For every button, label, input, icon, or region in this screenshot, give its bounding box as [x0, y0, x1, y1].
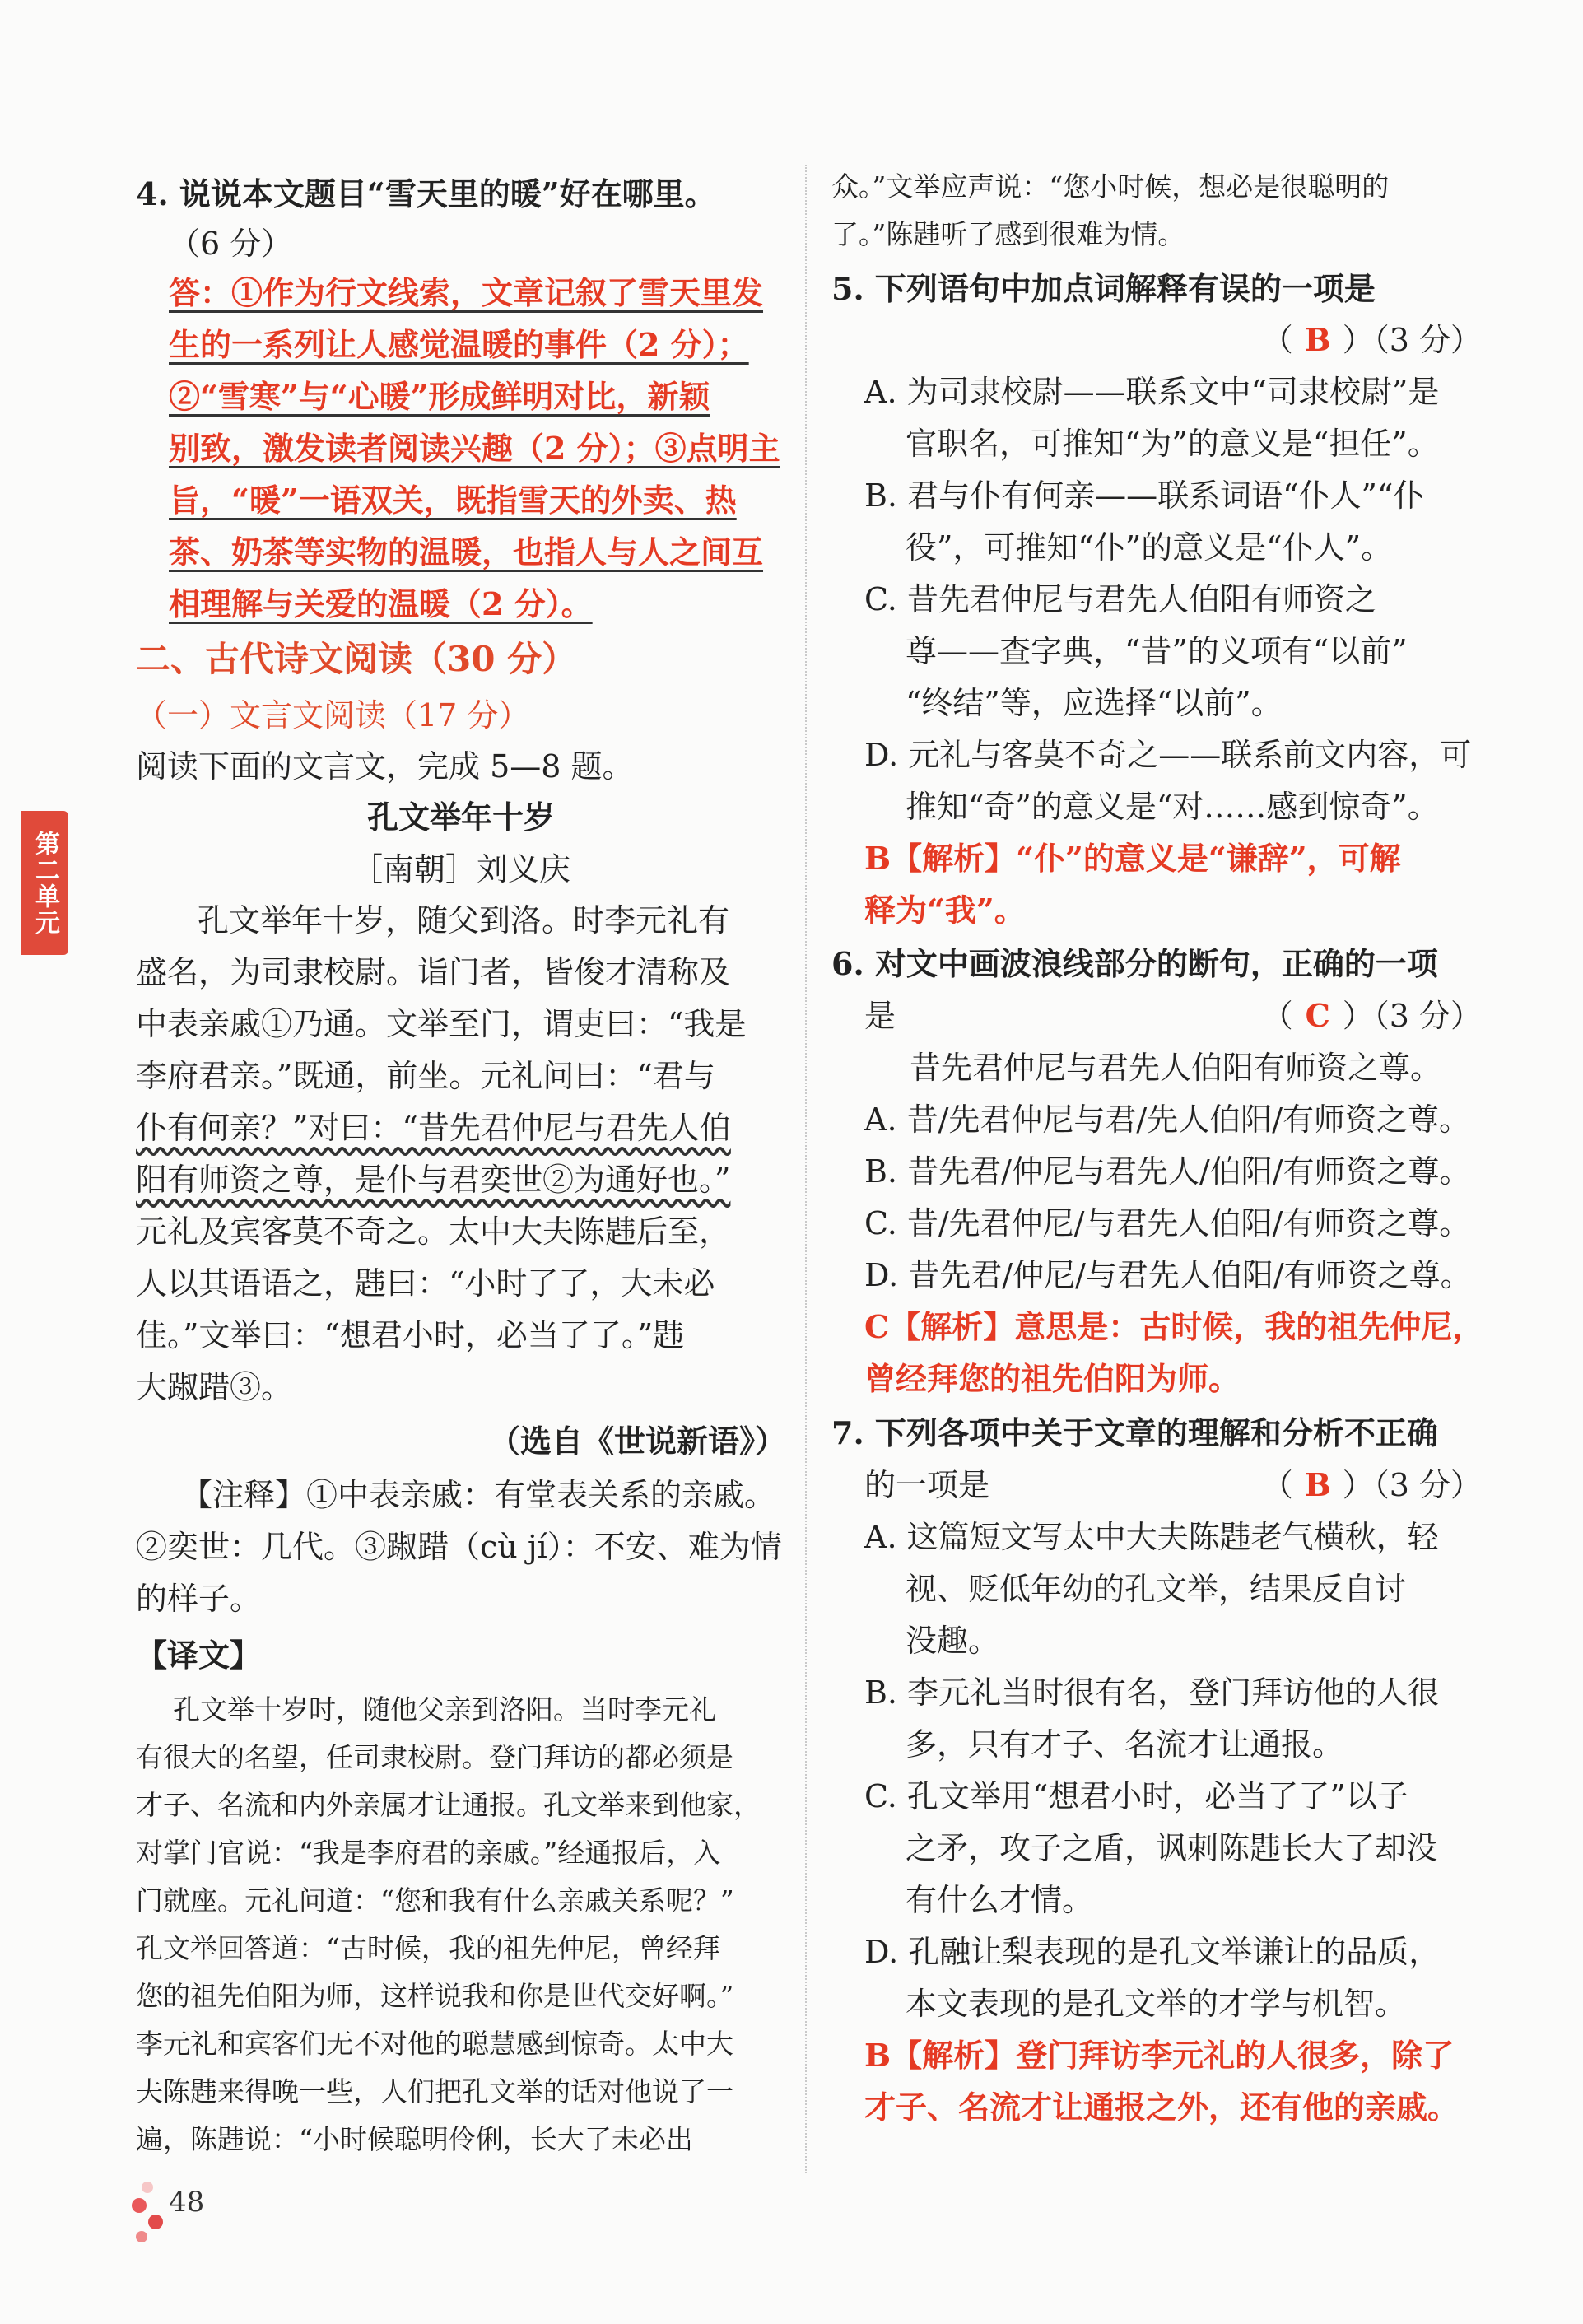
- q4-answer-line: 答：①作为行文线索，文章记叙了雪天里发: [169, 274, 764, 311]
- article-line: 元礼及宾客莫不奇之。太中大夫陈韪后至，: [136, 1213, 731, 1250]
- q7-stem-cont: 的一项是: [864, 1467, 990, 1503]
- q4-answer-line: 生的一系列让人感觉温暖的事件（2 分）；: [169, 326, 749, 363]
- q6-analysis-cont: 曾经拜您的祖先伯阳为师。: [864, 1360, 1241, 1397]
- q5-option-c-cont: “终结”等，应选择“以前”。: [906, 685, 1283, 721]
- q5-score: ）（3 分）: [1342, 322, 1482, 358]
- q6-analysis: C【解析】意思是：古时候，我的祖先仲尼，: [864, 1308, 1484, 1345]
- q6-stem-cont: 是: [864, 998, 896, 1034]
- q6-option-d: D. 昔先君/仲尼/与君先人伯阳/有师资之尊。: [864, 1257, 1472, 1293]
- bracket-open: （: [1261, 322, 1293, 358]
- translation-line: 夫陈韪来得晚一些，人们把孔文举的话对他说了一: [136, 2075, 733, 2107]
- q7-option-b-cont: 多，只有才子、名流才让通报。: [906, 1726, 1344, 1763]
- q4-answer-line: ②“雪寒”与“心暖”形成鲜明对比，新颖: [169, 378, 710, 415]
- q7-answer: B: [1304, 1466, 1331, 1503]
- article-title: 孔文举年十岁: [366, 799, 555, 836]
- notes-line: 【注释】①中表亲戚：有堂表关系的亲戚。: [181, 1477, 776, 1513]
- q6-score: ）（3 分）: [1342, 998, 1482, 1034]
- q6-option-b: B. 昔先君/仲尼与君先人/伯阳/有师资之尊。: [864, 1153, 1471, 1190]
- translation-line: 对掌门官说：“我是李府君的亲戚。”经通报后，入: [136, 1837, 721, 1869]
- q5-option-b-cont: 役”，可推知“仆”的意义是“仆人”。: [906, 529, 1393, 566]
- q5-answer: B: [1304, 321, 1331, 358]
- unit-side-tab: 第二单元: [21, 811, 68, 955]
- q7-option-d-cont: 本文表现的是孔文举的才学与机智。: [906, 1986, 1407, 2022]
- q6-option-a: A. 昔/先君仲尼与君/先人伯阳/有师资之尊。: [864, 1101, 1471, 1138]
- q7-option-d: D. 孔融让梨表现的是孔文举谦让的品质，: [864, 1934, 1441, 1970]
- q7-answer-bracket: [1262, 1464, 1482, 1507]
- q7-stem: 7. 下列各项中关于文章的理解和分析不正确: [831, 1414, 1438, 1451]
- q7-option-c-cont: 有什么才情。: [906, 1882, 1094, 1918]
- translation-line: 孔文举十岁时，随他父亲到洛阳。当时李元礼: [173, 1693, 716, 1726]
- section-subtitle: （一）文言文阅读（17 分）: [136, 697, 530, 734]
- translation-line: 李元礼和宾客们无不对他的聪慧感到惊奇。太中大: [136, 2028, 733, 2060]
- q7-score: ）（3 分）: [1342, 1467, 1482, 1503]
- column-divider: [805, 165, 807, 2173]
- article-source: （选自《世说新语》）: [488, 1423, 786, 1460]
- translation-line: 才子、名流和内外亲属才让通报。孔文举来到他家，: [136, 1789, 761, 1821]
- translation-line: 了。”陈韪听了感到很难为情。: [831, 218, 1185, 250]
- q7-analysis: B【解析】登门拜访李元礼的人很多，除了: [864, 2037, 1455, 2074]
- q7-option-c-cont: 之矛，攻子之盾，讽刺陈韪长大了却没: [906, 1830, 1438, 1866]
- bracket-open: （: [1261, 1467, 1293, 1503]
- article-line: 中表亲戚①乃通。文举至门，谓吏曰：“我是: [136, 1006, 747, 1042]
- q5-option-a-cont: 官职名，可推知“为”的意义是“担任”。: [906, 426, 1439, 462]
- article-line: 盛名，为司隶校尉。诣门者，皆俊才清称及: [136, 954, 731, 990]
- translation-line: 有很大的名望，任司隶校尉。登门拜访的都必须是: [136, 1741, 733, 1773]
- q6-answer-bracket: [1262, 994, 1482, 1037]
- q7-analysis-cont: 才子、名流才让通报之外，还有他的亲戚。: [864, 2089, 1460, 2126]
- notes-line: 的样子。: [136, 1581, 262, 1617]
- q5-option-c-cont: 尊——查字典，“昔”的义项有“以前”: [906, 633, 1408, 669]
- q4-answer-line: 别致，激发读者阅读兴趣（2 分）；③点明主: [169, 430, 780, 467]
- q7-option-c: C. 孔文举用“想君小时，必当了了”以子: [864, 1778, 1408, 1814]
- q7-option-a: A. 这篇短文写太中大夫陈韪老气横秋，轻: [864, 1519, 1439, 1555]
- q4-answer-line: 旨，“暖”一语双关，既指雪天的外卖、热: [169, 482, 737, 519]
- q6-sentence: 昔先君仲尼与君先人伯阳有师资之尊。: [910, 1050, 1442, 1086]
- q4-score: （6 分）: [169, 226, 293, 262]
- article-line: 人以其语语之，韪曰：“小时了了，大未必: [136, 1265, 715, 1302]
- q6-stem: 6. 对文中画波浪线部分的断句，正确的一项: [831, 945, 1438, 982]
- q5-option-c: C. 昔先君仲尼与君先人伯阳有师资之: [864, 581, 1376, 617]
- article-line: 孔文举年十岁，随父到洛。时李元礼有: [198, 902, 730, 938]
- q7-option-a-cont: 没趣。: [906, 1623, 1000, 1659]
- q6-answer: C: [1305, 997, 1330, 1034]
- translation-line: 众。”文举应声说：“您小时候，想必是很聪明的: [831, 170, 1390, 203]
- q5-option-a: A. 为司隶校尉——联系文中“司隶校尉”是: [864, 374, 1440, 410]
- translation-line: 门就座。元礼问道：“您和我有什么亲戚关系呢？”: [136, 1884, 734, 1916]
- q7-option-b: B. 李元礼当时很有名，登门拜访他的人很: [864, 1674, 1440, 1711]
- article-line-wavy: 阳有师资之尊，是仆与君奕世②为通好也。”: [136, 1162, 731, 1198]
- q5-analysis-cont: 释为“我”。: [864, 892, 1026, 929]
- translation-heading: 【译文】: [136, 1637, 262, 1674]
- q7-option-a-cont: 视、贬低年幼的孔文举，结果反自讨: [906, 1571, 1407, 1607]
- translation-line: 遍，陈韪说：“小时候聪明伶俐，长大了未必出: [136, 2123, 693, 2155]
- article-line: 李府君亲。”既通，前坐。元礼问曰：“君与: [136, 1058, 715, 1094]
- q6-option-c: C. 昔/先君仲尼/与君先人伯阳/有师资之尊。: [864, 1205, 1471, 1241]
- notes-line: ②奕世：几代。③踧踖（cù jí）：不安、难为情: [136, 1529, 782, 1565]
- q5-analysis: B【解析】“仆”的意义是“谦辞”，可解: [864, 840, 1401, 877]
- article-author: ［南朝］刘义庆: [351, 851, 570, 887]
- q5-option-b: B. 君与仆有何亲——联系词语“仆人”“仆: [864, 477, 1425, 514]
- article-line: 佳。”文举曰：“想君小时，必当了了。”韪: [136, 1317, 685, 1353]
- page-number: 48: [169, 2186, 205, 2219]
- q4-stem: 4. 说说本文题目“雪天里的暖”好在哪里。: [136, 175, 716, 212]
- section-title: 二、古代诗文阅读（30 分）: [136, 639, 577, 679]
- translation-line: 孔文举回答道：“古时候，我的祖先仲尼，曾经拜: [136, 1932, 720, 1964]
- q4-answer-line: 相理解与关爱的温暖（2 分）。: [169, 585, 593, 622]
- q5-option-d-cont: 推知“奇”的意义是“对……感到惊奇”。: [906, 789, 1439, 825]
- bracket-open: （: [1261, 998, 1293, 1034]
- q5-answer-bracket: [1262, 319, 1482, 361]
- q5-option-d: D. 元礼与客莫不奇之——联系前文内容，可: [864, 737, 1472, 773]
- q5-stem: 5. 下列语句中加点词解释有误的一项是: [831, 270, 1376, 307]
- article-line-wavy: 仆有何亲？”对曰：“昔先君仲尼与君先人伯: [136, 1110, 731, 1146]
- translation-line: 您的祖先伯阳为师，这样说我和你是世代交好啊。”: [136, 1980, 734, 2012]
- reading-intro: 阅读下面的文言文，完成 5—8 题。: [136, 748, 634, 785]
- article-line: 大踧踖③。: [136, 1369, 293, 1405]
- q4-answer-line: 茶、奶茶等实物的温暖，也指人与人之间互: [169, 533, 764, 571]
